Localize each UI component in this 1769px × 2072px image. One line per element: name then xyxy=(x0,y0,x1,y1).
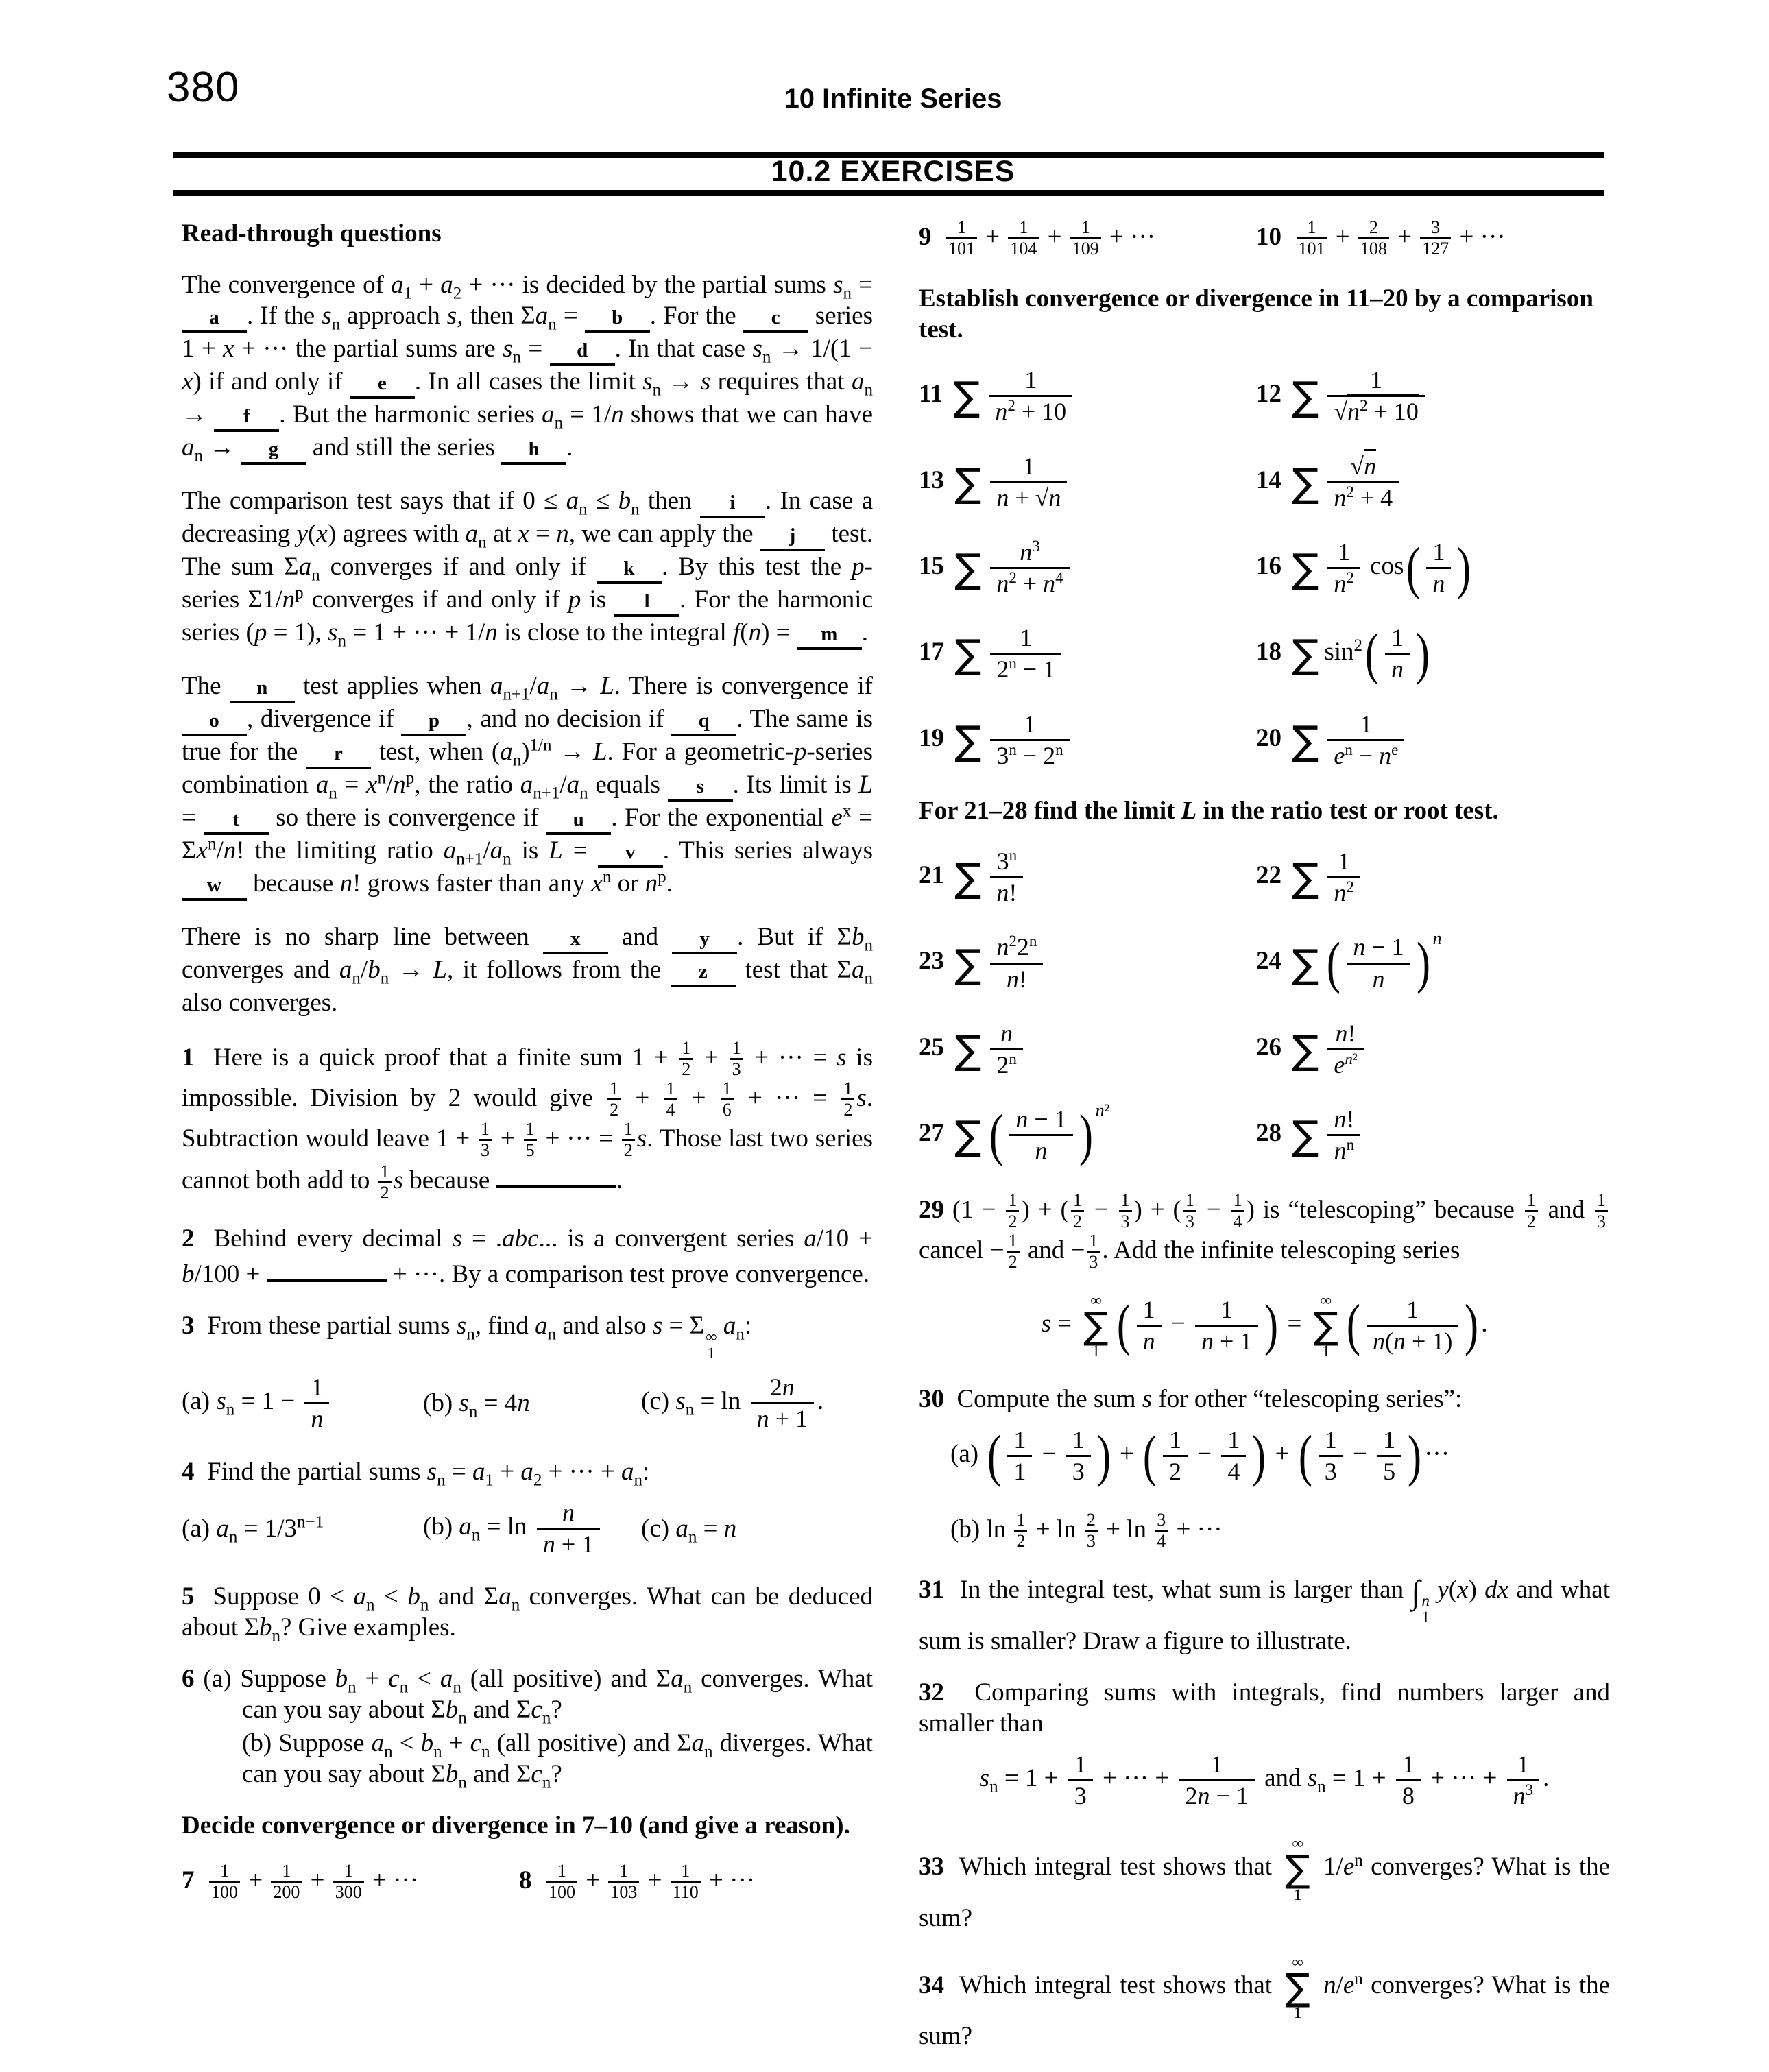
problem-29: 29 (1 − $\frac{1}{2}$ ) + ( $\frac{1}{2}$ − $\frac{1}{3}$ ) + ( $\frac{1}{3}$ − $\frac{1}{4}$ ) is “telescoping” because $\frac{1}{2}$ and $\frac{1}{3}$ cancel − $\frac{1}{2}$ and − $\frac{1}{3}$ . Add the infinite telescoping series xyxy=(919,1191,1610,1272)
problem-10: 10 $\frac{1}{101}$ + $\frac{2}{108}$ + $\frac{3}{127}$ + ··· xyxy=(1256,217,1506,259)
problem-9: 9 $\frac{1}{101}$ + $\frac{1}{104}$ + $\frac{1}{109}$ + ··· xyxy=(919,217,1156,259)
problem-4a: (a) $a_n = 1/3^{n-1}$ xyxy=(182,1513,324,1547)
problem-6a: 6 (a) Suppose $b_n + c_n < a_n$ (all positive) and $\Sigma a_n$ converges. What can you say about $\Sigma b_n$ and $\Sigma c_n$? xyxy=(182,1664,874,1728)
heading-11-20: Establish convergence or divergence in 11–20 by a comparison test. xyxy=(919,285,1593,344)
problem-14: 14 ∑ $\frac{√n}{n^2 + 4}$ xyxy=(1256,452,1610,513)
read-through-para-1: The convergence of $a_1 + a_2$ + ··· is decided by the partial sums $s_n = a$ . If the $s_n$ approach s, then $\Sigma a_n = b$ . For the c series 1 + x + ··· the partial sums are $s_n = d$ . In that case $s_n \to 1/(1 - x)$ if and only if e . In all cases the limit $s_n \to s$ requires that $a_n \to f$ . But the harmonic series $a_n = 1/n$ shows that we can have $a_n \to g$ and still the series h . xyxy=(182,271,873,466)
problem-7: 7 $\frac{1}{100}$ + $\frac{1}{200}$ + $\frac{1}{300}$ + ··· xyxy=(182,1860,419,1902)
problem-3b: (b) $s_n = 4n$ xyxy=(423,1389,530,1421)
problem-row-11-12 xyxy=(919,365,1610,426)
problem-13: 13 ∑ $\frac{1}{n + √n}$ xyxy=(919,452,1256,513)
heading-21-28: For 21–28 find the limit L in the ratio test or root test. xyxy=(919,797,1499,826)
problem-row-21-22 xyxy=(919,847,1610,908)
problem-11: 11 ∑ $\frac{1}{n^2 + 10}$ xyxy=(919,365,1256,426)
problem-row-13-14 xyxy=(919,452,1610,513)
problem-4b: (b) $a_n = \ln$ $\frac{n}{n + 1}$ xyxy=(423,1498,641,1559)
problem-5: 5 Suppose $0 < a_n < b_n$ and $\Sigma a_n$ converges. What can be deduced about $\Sigma b_n$? Give examples. xyxy=(182,1582,874,1646)
read-through-para-3: The n test applies when $a_{n+1}/a_n \to L$. There is convergence if o , divergence if p , and no decision if q . The same is true for the r test, when $(a_n)^{1/n} \to L$. For a geometric-p-series combination $a_n = x^n/n^p$, the ratio $a_{n+1}/a_n$ equals s . Its limit is L = t so there is convergence if u . For the exponential $e^x = \Sigma x^n/n$! the limiting ratio $a_{n+1}/a_n$ is L = v . This series always w because n! grows faster than any $x^n$ or $n^p$. xyxy=(182,671,873,901)
problem-3a: (a) $s_n = 1$ − $\frac{1}{n}$ xyxy=(182,1373,423,1434)
heading-7-10: Decide convergence or divergence in 7–10 (and give a reason). xyxy=(182,1811,850,1840)
problem-4-parts xyxy=(182,1498,873,1559)
problem-row-25-26 xyxy=(919,1019,1610,1080)
problem-20: 20 ∑ $\frac{1}{e^n - n^e}$ xyxy=(1256,710,1610,771)
problem-row-27-28 xyxy=(919,1100,1610,1167)
problem-12: 12 ∑ $\frac{1}{√n^2 + 10}$ xyxy=(1256,365,1610,426)
section-title: 10.2 EXERCISES xyxy=(771,155,1015,188)
left-column xyxy=(182,218,873,1927)
problem-34: 34 Which integral test shows that ∞ ∑ 1 $n/e^n$ converges? What is the sum? xyxy=(919,1953,1611,2050)
problem-8: 8 $\frac{1}{100}$ + $\frac{1}{103}$ + $\frac{1}{110}$ + ··· xyxy=(519,1860,756,1902)
problem-row-23-24 xyxy=(919,928,1610,996)
problem-2: 2 Behind every decimal s = .abc... is a convergent series a/10 + b/100 + + ···. By a comparison test prove convergence. xyxy=(182,1224,873,1288)
problem-row-17-18 xyxy=(919,623,1610,684)
problem-32-equation: $s_n = 1$ + $\frac{1}{3}$ + ··· + $\frac{1}{2n - 1}$ and $s_n = 1$ + $\frac{1}{8}$ + ··· + $\frac{1}{n^3}$ . xyxy=(919,1750,1610,1811)
read-through-heading: Read-through questions xyxy=(182,219,442,248)
read-through-para-2: The comparison test says that if $0 \le a_n \le b_n$ then i . In case a decreasing y(x) agrees with $a_n$ at x = n, we can apply the j test. The sum $\Sigma a_n$ converges if and only if k . By this test the p-series $\Sigma 1/n^p$ converges if and only if p is l . For the harmonic series (p = 1), $s_n = 1$ + ··· + 1/n is close to the integral f(n) = m . xyxy=(182,487,874,651)
problem-21: 21 ∑ $\frac{3^n}{n!}$ xyxy=(919,847,1256,908)
problem-15: 15 ∑ $\frac{n^3}{n^2 + n^4}$ xyxy=(919,538,1256,599)
page-number: 380 xyxy=(167,64,240,111)
problem-row-9-10 xyxy=(919,218,1610,258)
problem-16: 16 ∑ $\frac{1}{n^2}$ cos( $\frac{1}{n}$ ) xyxy=(1256,535,1471,600)
right-column xyxy=(919,218,1610,2072)
problem-6b: (b) Suppose $a_n < b_n + c_n$ (all positive) and $\Sigma a_n$ diverges. What can you say about $\Sigma b_n$ and $\Sigma c_n$? xyxy=(242,1728,874,1792)
problem-22: 22 ∑ $\frac{1}{n^2}$ xyxy=(1256,847,1610,908)
problem-30: 30 Compute the sum s for other “telescoping series”: xyxy=(919,1385,1463,1414)
problem-6 xyxy=(182,1663,873,1790)
problem-4-head: 4 Find the partial sums $s_n = a_1 + a_2$ + ··· + $a_n$: xyxy=(182,1457,650,1489)
problem-33: 33 Which integral test shows that ∞ ∑ 1 $1/e^n$ converges? What is the sum? xyxy=(919,1835,1611,1932)
problem-31: 31 In the integral test, what sum is larger than ∫ n 1 y(x) dx and what sum is smaller? Draw a figure to illustrate. xyxy=(919,1574,1610,1655)
problem-row-7-8 xyxy=(182,1862,873,1902)
problem-29-equation: s = ∞ ∑ 1 ( $\frac{1}{n}$ − $\frac{1}{n + 1}$ ) = ∞ ∑ 1 ( $\frac{1}{n(n + 1)}$ ) . xyxy=(1041,1291,1488,1360)
section-rule-bottom xyxy=(173,190,1604,196)
problem-17: 17 ∑ $\frac{1}{2^n - 1}$ xyxy=(919,623,1256,684)
problem-30b: (b) ln $\frac{1}{2}$ + ln $\frac{2}{3}$ + ln $\frac{3}{4}$ + ··· xyxy=(950,1509,1223,1551)
problem-26: 26 ∑ $\frac{n!}{e^{n^2}}$ xyxy=(1256,1019,1610,1080)
problem-30a: (a) ( $\frac{1}{1}$ − $\frac{1}{3}$ ) + ( $\frac{1}{2}$ − $\frac{1}{4}$ ) + ( $\frac{1}{3}$ − $\frac{1}{5}$ ) ··· xyxy=(950,1423,1450,1488)
problem-19: 19 ∑ $\frac{1}{3^n - 2^n}$ xyxy=(919,710,1256,771)
problem-1: 1 Here is a quick proof that a finite sum 1 + $\frac{1}{2}$ + $\frac{1}{3}$ + ··· = s is impossible. Division by 2 would give $\frac{1}{2}$ + $\frac{1}{4}$ + $\frac{1}{6}$ + ··· = $\frac{1}{2}$ s. Subtraction would leave 1 + $\frac{1}{3}$ + $\frac{1}{5}$ + ··· = $\frac{1}{2}$ s. Those last two series cannot both add to $\frac{1}{2}$ s because . xyxy=(182,1038,874,1203)
read-through-para-4: There is no sharp line between x and y . But if $\Sigma b_n$ converges and $a_n/b_n \to L$, it follows from the z test that $\Sigma a_n$ also converges. xyxy=(182,923,874,1017)
problem-24: 24 ∑ ( $\frac{n - 1}{n}$ ) $^n$ xyxy=(1256,928,1442,996)
problem-3-head: 3 From these partial sums $s_n$, find $a_n$ and also s = Σ ∞ 1 $a_n$: xyxy=(182,1311,752,1362)
problem-28: 28 ∑ $\frac{n!}{n^n}$ xyxy=(1256,1105,1610,1166)
problem-3-parts xyxy=(182,1373,873,1434)
problem-25: 25 ∑ $\frac{n}{2^n}$ xyxy=(919,1019,1256,1080)
problem-row-19-20 xyxy=(919,710,1610,771)
problem-32: 32 Comparing sums with integrals, find numbers larger and smaller than xyxy=(919,1678,1610,1737)
problem-3c: (c) $s_n = \ln$ $\frac{2n}{n + 1}$ . xyxy=(641,1373,873,1434)
problem-4c: (c) $a_n = n$ xyxy=(641,1514,737,1547)
problem-23: 23 ∑ $\frac{n^22^n}{n!}$ xyxy=(919,932,1256,993)
problem-18: 18 ∑ $\sin^2$( $\frac{1}{n}$ ) xyxy=(1256,621,1430,686)
problem-row-15-16 xyxy=(919,535,1610,600)
chapter-header: 10 Infinite Series xyxy=(784,84,1002,114)
problem-27: 27 ∑ ( $\frac{n - 1}{n}$ ) $^{n^2}$ xyxy=(919,1100,1110,1167)
